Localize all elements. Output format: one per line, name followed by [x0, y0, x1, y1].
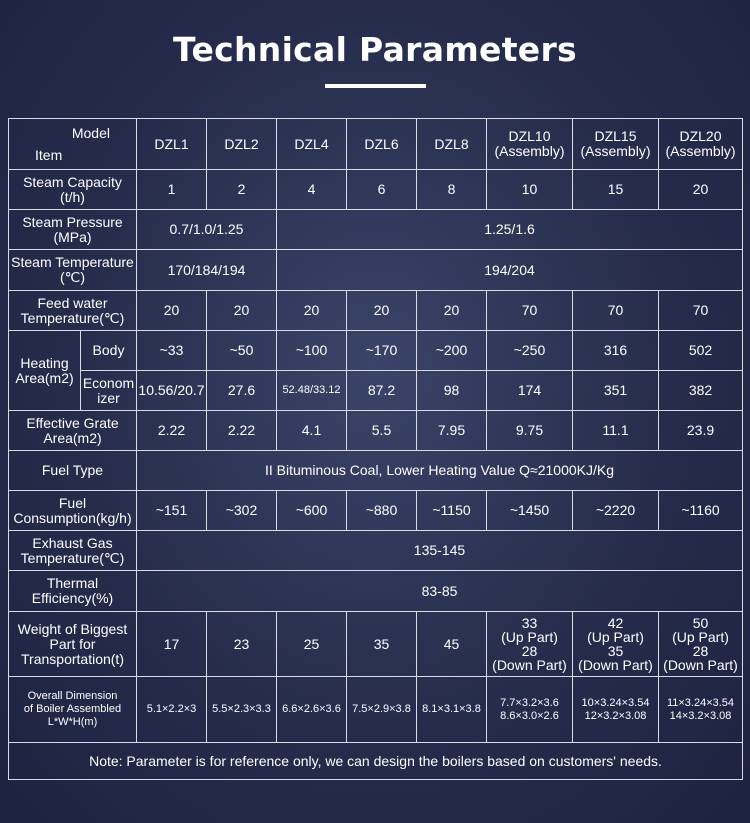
- table-cell: 1.25/1.6: [277, 210, 743, 250]
- row-sublabel: Body: [81, 331, 137, 371]
- row-label: Weight of Biggest Part for Transportation(t): [9, 612, 137, 677]
- table-cell: 6.6×2.6×3.6: [277, 677, 347, 743]
- table-cell: ~100: [277, 331, 347, 371]
- table-row: [9, 210, 743, 250]
- row-label: Thermal Efficiency(%): [9, 571, 137, 612]
- page-title: Technical Parameters: [173, 30, 577, 69]
- table-cell: 351: [573, 371, 659, 411]
- table-cell: ~50: [207, 331, 277, 371]
- table-cell: 23.9: [659, 411, 743, 451]
- table-cell: 1: [137, 170, 207, 210]
- table-cell: 7.95: [417, 411, 487, 451]
- table-cell: 10×3.24×3.54 12×3.2×3.08: [573, 677, 659, 743]
- model-header: DZL10 (Assembly): [487, 119, 573, 170]
- row-sublabel: Econom izer: [81, 371, 137, 411]
- table-row: [9, 451, 743, 491]
- table-cell: 20: [277, 291, 347, 331]
- table-cell: ~1160: [659, 491, 743, 531]
- table-row: [9, 411, 743, 451]
- table-cell: 11×3.24×3.54 14×3.2×3.08: [659, 677, 743, 743]
- row-label: Feed water Temperature(℃): [9, 291, 137, 331]
- model-header: DZL20 (Assembly): [659, 119, 743, 170]
- table-cell: 10.56/20.7: [137, 371, 207, 411]
- table-cell: 2: [207, 170, 277, 210]
- corner-cell: [9, 119, 137, 170]
- model-header: DZL6: [347, 119, 417, 170]
- table-header-row: [9, 119, 743, 170]
- table-cell: 170/184/194: [137, 250, 277, 291]
- table-cell: 42 (Up Part) 35 (Down Part): [573, 612, 659, 677]
- table-cell: ~880: [347, 491, 417, 531]
- table-cell: 20: [137, 291, 207, 331]
- note-row: [9, 743, 743, 780]
- table-row: [9, 612, 743, 677]
- row-label: Steam Capacity (t/h): [9, 170, 137, 210]
- table-cell: 50 (Up Part) 28 (Down Part): [659, 612, 743, 677]
- table-cell: 98: [417, 371, 487, 411]
- row-label: Exhaust Gas Temperature(℃): [9, 531, 137, 571]
- row-label: Fuel Type: [9, 451, 137, 491]
- row-label: Fuel Consumption(kg/h): [9, 491, 137, 531]
- table-cell: 35: [347, 612, 417, 677]
- table-cell: 4: [277, 170, 347, 210]
- row-label: Overall Dimension of Boiler Assembled L*W*H(m): [9, 677, 137, 743]
- table-cell: ~151: [137, 491, 207, 531]
- table-cell: 15: [573, 170, 659, 210]
- table-cell: 83-85: [137, 571, 743, 612]
- table-cell: ~200: [417, 331, 487, 371]
- table-row: [9, 531, 743, 571]
- table-cell: ~2220: [573, 491, 659, 531]
- table-cell: 194/204: [277, 250, 743, 291]
- model-header: DZL4: [277, 119, 347, 170]
- table-cell: ~302: [207, 491, 277, 531]
- table-row: [9, 250, 743, 291]
- table-cell: 10: [487, 170, 573, 210]
- table-cell: 135-145: [137, 531, 743, 571]
- table-cell: 52.48/33.12: [277, 371, 347, 411]
- table-cell: 7.7×3.2×3.6 8.6×3.0×2.6: [487, 677, 573, 743]
- table-cell: 70: [487, 291, 573, 331]
- table-cell: 20: [659, 170, 743, 210]
- model-header: DZL1: [137, 119, 207, 170]
- table-row: [9, 571, 743, 612]
- table-cell: 8: [417, 170, 487, 210]
- model-header: DZL2: [207, 119, 277, 170]
- table-cell: 70: [573, 291, 659, 331]
- table-cell: 20: [417, 291, 487, 331]
- table-cell: 2.22: [207, 411, 277, 451]
- table-cell: 7.5×2.9×3.8: [347, 677, 417, 743]
- table-cell: ~33: [137, 331, 207, 371]
- table-cell: 5.5×2.3×3.3: [207, 677, 277, 743]
- row-label: Effective Grate Area(m2): [9, 411, 137, 451]
- table-cell: 87.2: [347, 371, 417, 411]
- table-cell: 25: [277, 612, 347, 677]
- row-label: Steam Pressure (MPa): [9, 210, 137, 250]
- table-cell: 6: [347, 170, 417, 210]
- table-cell: 2.22: [137, 411, 207, 451]
- table-cell: 0.7/1.0/1.25: [137, 210, 277, 250]
- table-cell: ~600: [277, 491, 347, 531]
- table-row: [9, 371, 743, 411]
- table-cell: 9.75: [487, 411, 573, 451]
- corner-item-label: Item: [35, 147, 63, 163]
- model-header: DZL15 (Assembly): [573, 119, 659, 170]
- table-cell: 20: [347, 291, 417, 331]
- table-cell: 5.1×2.2×3: [137, 677, 207, 743]
- note-text: Note: Parameter is for reference only, we can design the boilers based on customers' needs.: [9, 743, 743, 780]
- technical-parameters-table: [8, 118, 743, 780]
- table-row: [9, 331, 743, 371]
- table-cell: 8.1×3.1×3.8: [417, 677, 487, 743]
- table-cell: 17: [137, 612, 207, 677]
- corner-model-label: Model: [71, 125, 110, 141]
- table-cell: 70: [659, 291, 743, 331]
- table-cell: 316: [573, 331, 659, 371]
- table-row: [9, 677, 743, 743]
- table-cell: 45: [417, 612, 487, 677]
- table-cell: 174: [487, 371, 573, 411]
- table-cell: II Bituminous Coal, Lower Heating Value Q≈21000KJ/Kg: [137, 451, 743, 491]
- table-cell: 23: [207, 612, 277, 677]
- row-label: Steam Temperature (℃): [9, 250, 137, 291]
- table-cell: 502: [659, 331, 743, 371]
- table-cell: ~170: [347, 331, 417, 371]
- table-cell: 33 (Up Part) 28 (Down Part): [487, 612, 573, 677]
- table-row: [9, 491, 743, 531]
- table-cell: 5.5: [347, 411, 417, 451]
- table-cell: 27.6: [207, 371, 277, 411]
- table-cell: ~250: [487, 331, 573, 371]
- table-row: [9, 170, 743, 210]
- table-cell: ~1150: [417, 491, 487, 531]
- table-row: [9, 291, 743, 331]
- model-header: DZL8: [417, 119, 487, 170]
- table-cell: ~1450: [487, 491, 573, 531]
- title-underline: [325, 84, 426, 88]
- table-cell: 11.1: [573, 411, 659, 451]
- table-cell: 20: [207, 291, 277, 331]
- row-label: Heating Area(m2): [9, 331, 81, 411]
- table-cell: 4.1: [277, 411, 347, 451]
- table-cell: 382: [659, 371, 743, 411]
